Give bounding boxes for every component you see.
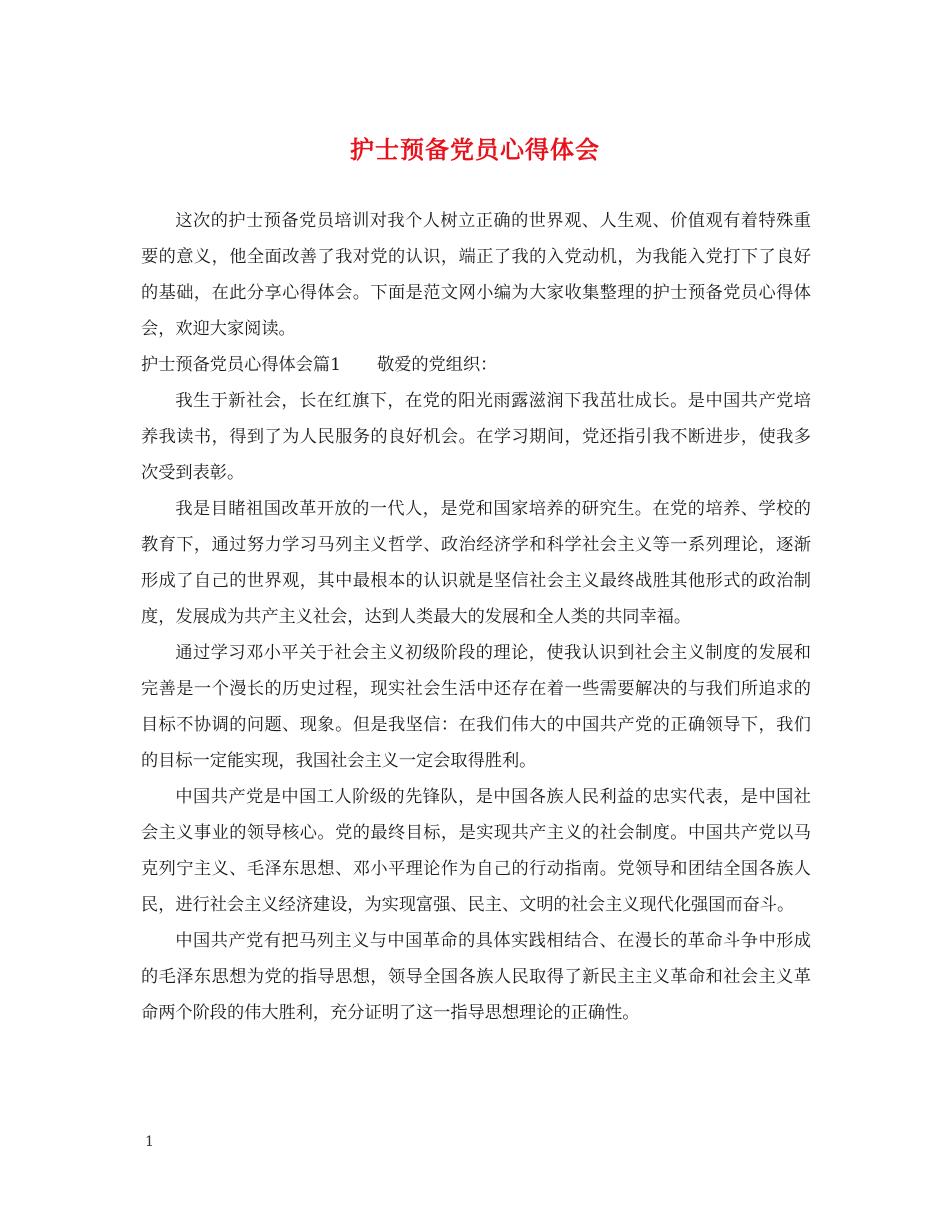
body-paragraph: 中国共产党是中国工人阶级的先锋队，是中国各族人民利益的忠实代表，是中国社会主义事业的领导核心。党的最终目标，是实现共产主义的社会制度。中国共产党以马克列宁主义、毛泽东思想、邓小平理论作为自己的行动指南。党领导和团结全国各族人民，进行社会主义经济建设，为实现富强、民主、文明的社会主义现代化强国而奋斗。: [141, 787, 811, 915]
document-title: 护士预备党员心得体会: [350, 135, 600, 164]
body-paragraph: 中国共产党有把马列主义与中国革命的具体实践相结合、在漫长的革命斗争中形成的毛泽东思想为党的指导思想，领导全国各族人民取得了新民主主义革命和社会主义革命两个阶段的伟大胜利，充分证明了这一指导思想理论的正确性。: [141, 931, 811, 1023]
body-paragraph: 我是目睹祖国改革开放的一代人，是党和国家培养的研究生。在党的培养、学校的教育下，通过努力学习马列主义哲学、政治经济学和科学社会主义等一系列理论，逐渐形成了自己的世界观，其中最根本的认识就是坚信社会主义最终战胜其他形式的政治制度，发展成为共产主义社会，达到人类最大的发展和全人类的共同幸福。: [141, 499, 811, 627]
section-heading: 护士预备党员心得体会篇1: [141, 355, 341, 375]
page-number: 1: [145, 1134, 154, 1150]
salutation: 敬爱的党组织：: [377, 355, 498, 375]
body-paragraph: 通过学习邓小平关于社会主义初级阶段的理论，使我认识到社会主义制度的发展和完善是一个漫长的历史过程，现实社会生活中还存在着一些需要解决的与我们所追求的目标不协调的问题、现象。但是我坚信：在我们伟大的中国共产党的正确领导下，我们的目标一定能实现，我国社会主义一定会取得胜利。: [141, 643, 811, 771]
document-body: [141, 203, 811, 1031]
intro-paragraph: 这次的护士预备党员培训对我个人树立正确的世界观、人生观、价值观有着特殊重要的意义，他全面改善了我对党的认识，端正了我的入党动机，为我能入党打下了良好的基础，在此分享心得体会。下面是范文网小编为大家收集整理的护士预备党员心得体会，欢迎大家阅读。: [141, 211, 811, 339]
section-heading-line: [141, 347, 811, 383]
body-paragraph: 我生于新社会，长在红旗下，在党的阳光雨露滋润下我茁壮成长。是中国共产党培养我读书，得到了为人民服务的良好机会。在学习期间，党还指引我不断进步，使我多次受到表彰。: [141, 391, 811, 483]
